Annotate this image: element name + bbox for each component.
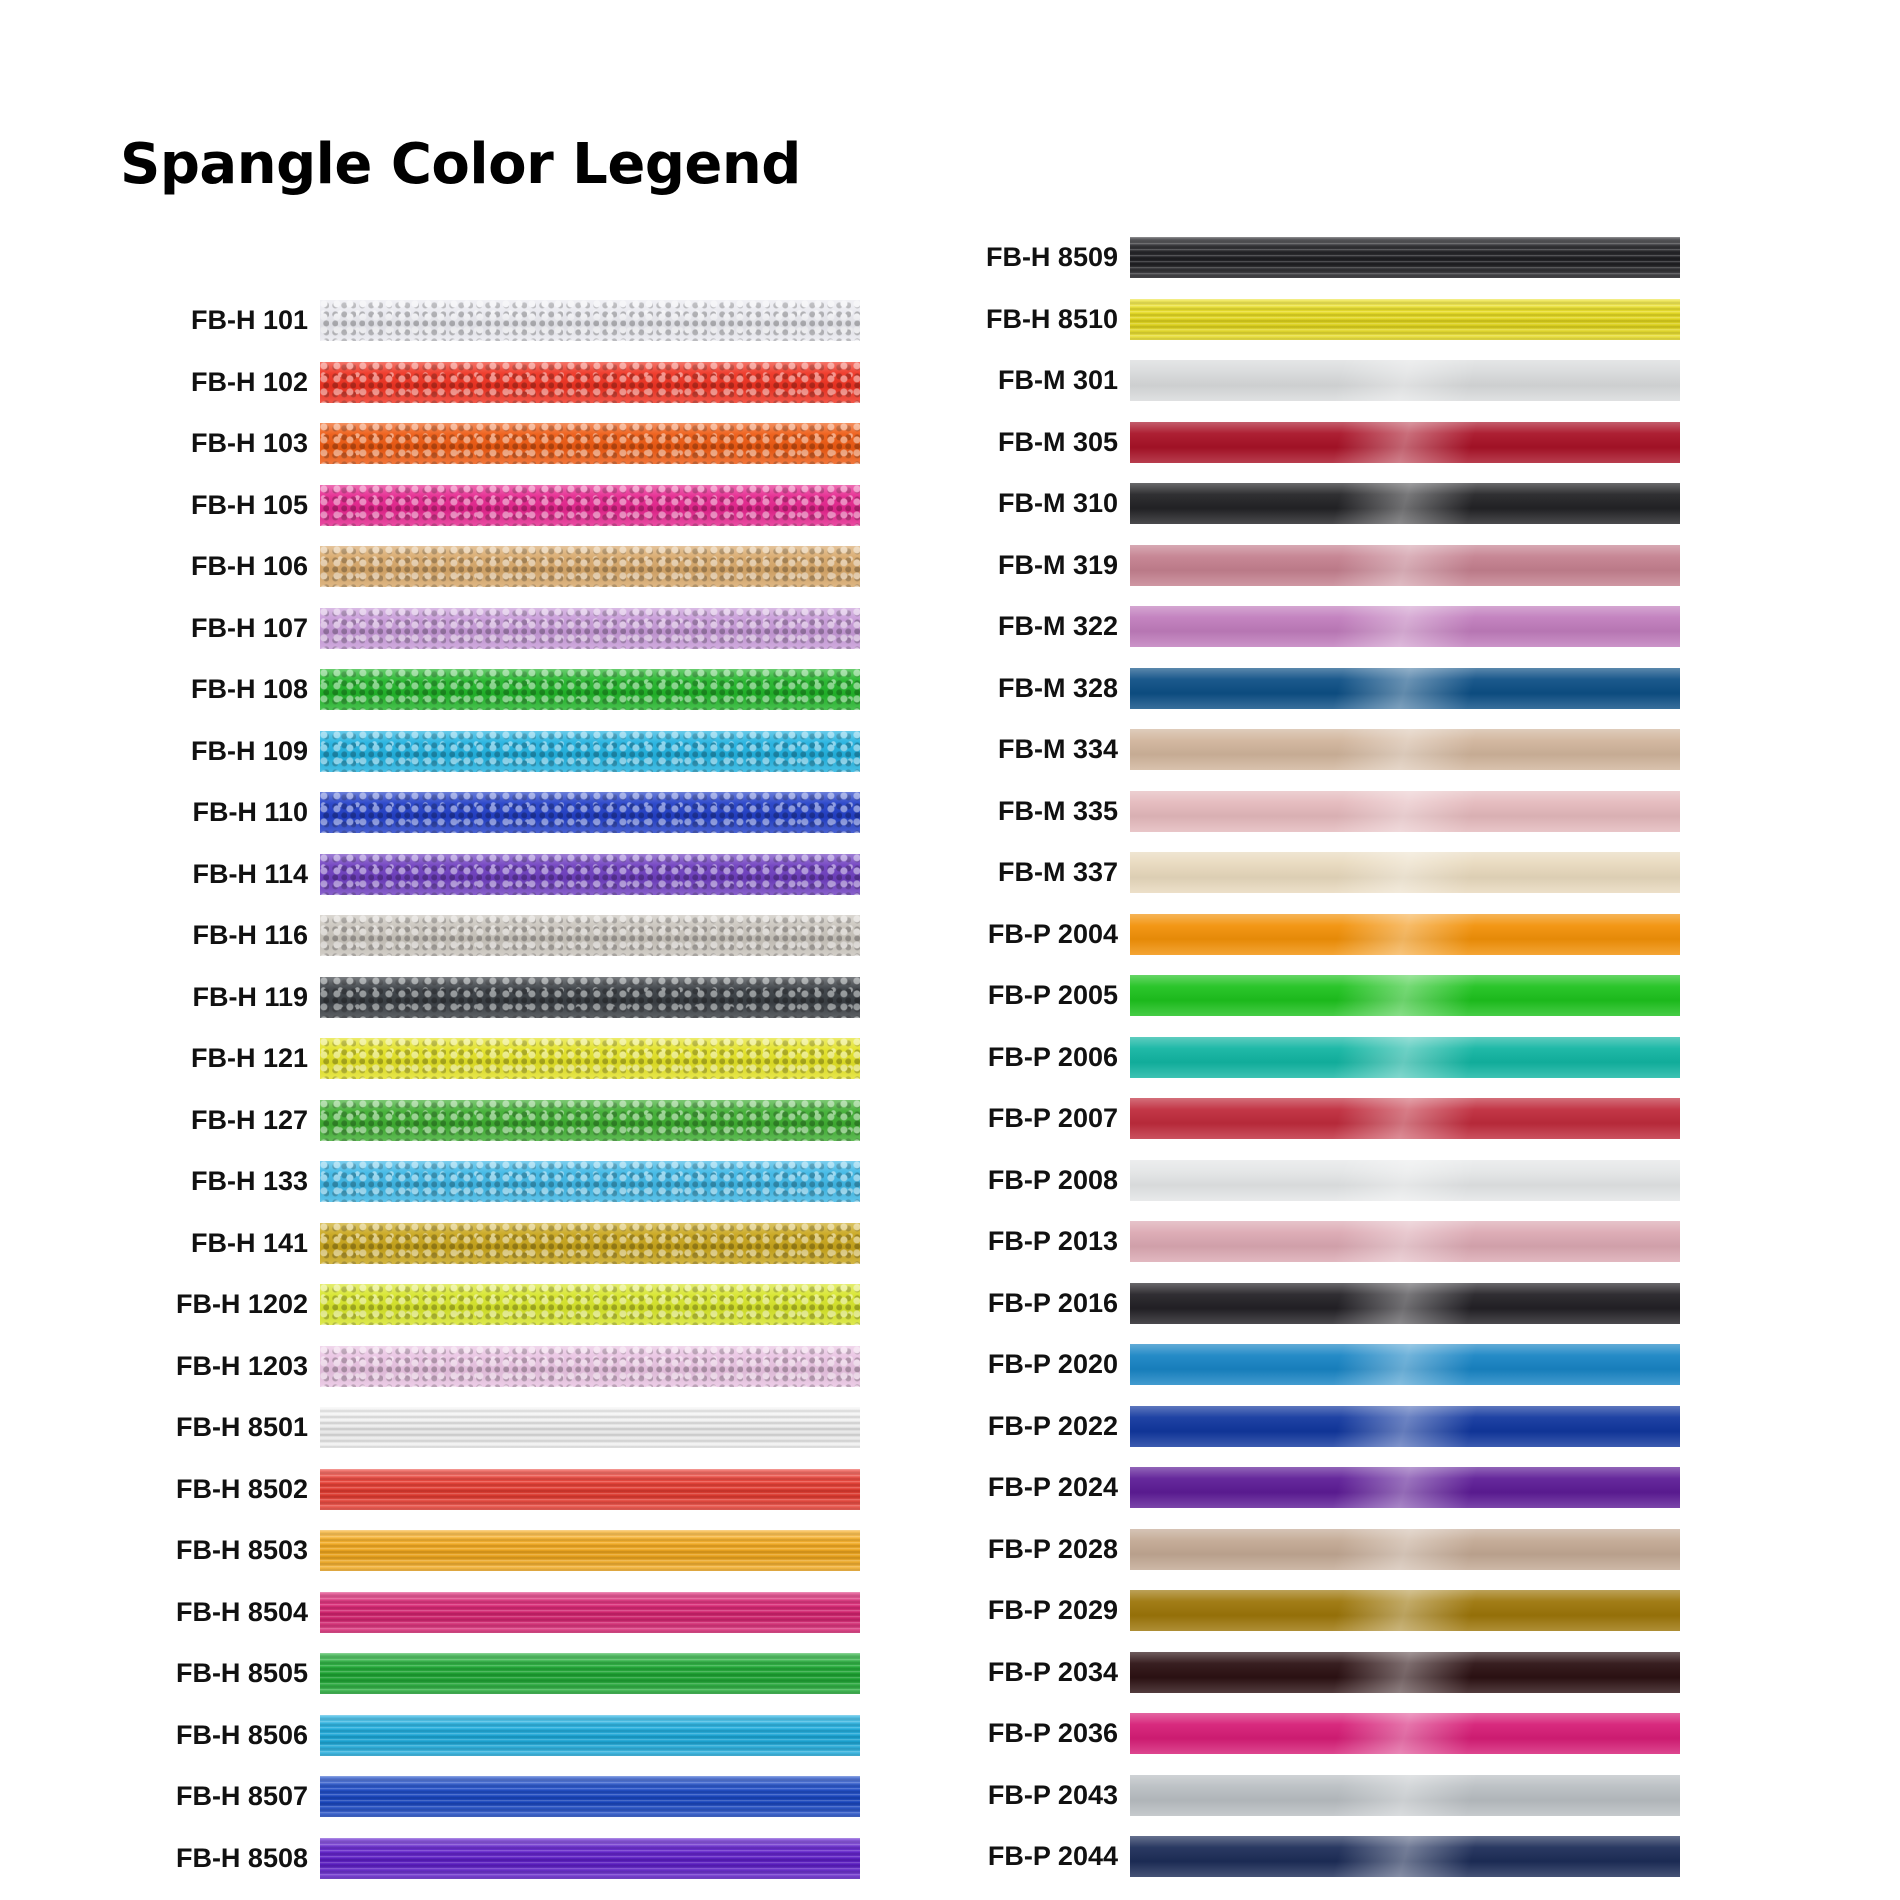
gloss-overlay [320,546,860,587]
color-swatch [1130,791,1680,832]
color-swatch [320,485,860,526]
gloss-overlay [320,915,860,956]
color-swatch [1130,1406,1680,1447]
legend-row [120,1592,860,1633]
legend-row [900,1836,1680,1877]
gloss-overlay [320,1592,860,1633]
sheen-overlay [1130,360,1680,401]
gloss-overlay [320,608,860,649]
gloss-overlay [320,1653,860,1694]
legend-row [120,1469,860,1510]
legend-row [120,731,860,772]
color-swatch [1130,483,1680,524]
color-swatch [320,977,860,1018]
legend-row [900,237,1680,278]
legend-row [900,422,1680,463]
color-swatch [320,792,860,833]
legend-row [900,1344,1680,1385]
color-swatch [1130,1590,1680,1631]
sheen-overlay [1130,545,1680,586]
color-swatch [1130,606,1680,647]
legend-row [120,608,860,649]
sheen-overlay [1130,791,1680,832]
color-code-label: FB-H 121 [190,1043,308,1073]
gloss-overlay [320,1715,860,1756]
color-code-label: FB-H 8507 [175,1781,308,1811]
gloss-overlay [320,854,860,895]
color-code-label: FB-H 8501 [175,1412,308,1442]
legend-row [900,1406,1680,1447]
legend-row [120,1100,860,1141]
color-swatch [1130,852,1680,893]
color-swatch [320,1838,860,1879]
color-swatch [1130,1098,1680,1139]
sheen-overlay [1130,975,1680,1016]
color-code-label: FB-H 119 [192,981,308,1012]
legend-row [120,423,860,464]
color-code-label: FB-M 310 [997,488,1118,518]
color-code-label: FB-H 105 [190,489,308,520]
sheen-overlay [1130,1221,1680,1262]
color-code-label: FB-P 2028 [987,1533,1118,1564]
color-code-label: FB-P 2044 [987,1841,1118,1871]
sheen-overlay [1130,1406,1680,1447]
gloss-overlay [320,1100,860,1141]
color-code-label: FB-P 2020 [987,1349,1118,1379]
sheen-overlay [1130,1652,1680,1693]
sheen-overlay [1130,1529,1680,1570]
color-code-label: FB-H 106 [190,551,308,581]
gloss-overlay [320,1776,860,1817]
color-swatch [320,546,860,587]
sheen-overlay [1130,852,1680,893]
sheen-overlay [1130,422,1680,463]
legend-row [120,1346,860,1387]
legend-row [120,1776,860,1817]
color-code-label: FB-H 8510 [985,303,1118,334]
color-swatch [1130,1775,1680,1816]
color-swatch [320,854,860,895]
legend-row [120,1653,860,1694]
legend-row [120,1038,860,1079]
sheen-overlay [1130,1713,1680,1754]
legend-column-left [120,300,860,1899]
sheen-overlay [1130,1283,1680,1324]
color-code-label: FB-M 337 [997,857,1118,887]
color-code-label: FB-H 114 [192,858,308,889]
color-swatch [320,1223,860,1264]
legend-row [120,1715,860,1756]
sheen-overlay [1130,668,1680,709]
gloss-overlay [320,1838,860,1879]
color-swatch [1130,1529,1680,1570]
color-code-label: FB-P 2024 [987,1472,1118,1502]
color-swatch [320,1776,860,1817]
color-code-label: FB-H 8502 [175,1473,308,1504]
color-code-label: FB-M 305 [997,426,1118,457]
sheen-overlay [1130,1098,1680,1139]
gloss-overlay [320,423,860,464]
legend-row [120,362,860,403]
color-swatch [1130,1160,1680,1201]
color-swatch [320,1715,860,1756]
legend-row [120,854,860,895]
color-swatch [1130,668,1680,709]
color-code-label: FB-H 8509 [985,242,1118,272]
legend-row [120,485,860,526]
color-code-label: FB-H 108 [190,674,308,704]
color-swatch [320,1653,860,1694]
gloss-overlay [320,731,860,772]
color-swatch [320,300,860,341]
page-title: Spangle Color Legend [120,132,801,197]
color-swatch [320,1530,860,1571]
color-swatch [320,608,860,649]
legend-row [900,1529,1680,1570]
sheen-overlay [1130,1160,1680,1201]
color-swatch [1130,729,1680,770]
legend-row [120,915,860,956]
sheen-overlay [1130,1467,1680,1508]
color-code-label: FB-H 8504 [175,1596,308,1627]
legend-row [900,1590,1680,1631]
color-code-label: FB-P 2004 [987,918,1118,949]
gloss-overlay [1130,299,1680,340]
color-swatch [320,1284,860,1325]
legend-row [900,1775,1680,1816]
gloss-overlay [320,1407,860,1448]
color-code-label: FB-H 8505 [175,1658,308,1688]
color-swatch [320,731,860,772]
gloss-overlay [320,1284,860,1325]
color-code-label: FB-P 2029 [987,1595,1118,1625]
gloss-overlay [320,1223,860,1264]
legend-row [900,852,1680,893]
color-code-label: FB-H 107 [190,612,308,643]
color-swatch [320,915,860,956]
color-code-label: FB-P 2036 [987,1718,1118,1748]
color-swatch [1130,1713,1680,1754]
sheen-overlay [1130,914,1680,955]
gloss-overlay [320,1346,860,1387]
color-code-label: FB-P 2013 [987,1226,1118,1256]
legend-row [120,300,860,341]
color-code-label: FB-H 1202 [175,1289,308,1319]
gloss-overlay [320,1530,860,1571]
color-code-label: FB-H 102 [190,366,308,397]
color-code-label: FB-H 109 [190,735,308,766]
color-swatch [1130,1344,1680,1385]
color-swatch [320,423,860,464]
color-swatch [1130,914,1680,955]
color-code-label: FB-P 2022 [987,1410,1118,1441]
sheen-overlay [1130,1037,1680,1078]
color-code-label: FB-P 2008 [987,1164,1118,1195]
legend-row [900,729,1680,770]
color-swatch [1130,1037,1680,1078]
gloss-overlay [320,362,860,403]
sheen-overlay [1130,1590,1680,1631]
color-code-label: FB-H 103 [190,428,308,458]
color-code-label: FB-H 8506 [175,1719,308,1750]
legend-row [120,977,860,1018]
color-code-label: FB-P 2007 [987,1103,1118,1133]
color-swatch [320,1038,860,1079]
gloss-overlay [320,669,860,710]
legend-row [120,546,860,587]
gloss-overlay [320,485,860,526]
sheen-overlay [1130,1344,1680,1385]
color-swatch [1130,975,1680,1016]
legend-row [900,1037,1680,1078]
legend-row [900,545,1680,586]
color-swatch [1130,1283,1680,1324]
legend-row [900,360,1680,401]
color-code-label: FB-H 101 [190,305,308,335]
legend-row [120,669,860,710]
legend-row [900,483,1680,524]
legend-row [900,606,1680,647]
color-code-label: FB-P 2043 [987,1779,1118,1810]
legend-row [120,1223,860,1264]
gloss-overlay [320,1469,860,1510]
color-code-label: FB-P 2006 [987,1041,1118,1072]
color-code-label: FB-P 2034 [987,1656,1118,1687]
color-swatch [1130,360,1680,401]
color-swatch [1130,1652,1680,1693]
color-code-label: FB-H 116 [192,920,308,950]
legend-row [900,1283,1680,1324]
color-swatch [320,362,860,403]
legend-row [900,1160,1680,1201]
legend-row [120,1838,860,1879]
color-code-label: FB-H 8508 [175,1842,308,1873]
color-code-label: FB-H 8503 [175,1535,308,1565]
sheen-overlay [1130,1836,1680,1877]
color-swatch [320,1592,860,1633]
color-swatch [1130,1221,1680,1262]
legend-row [120,1530,860,1571]
legend-column-right [900,237,1680,1898]
gloss-overlay [320,1038,860,1079]
gloss-overlay [320,792,860,833]
color-code-label: FB-H 141 [190,1227,308,1258]
legend-row [120,792,860,833]
legend-row [900,1713,1680,1754]
color-swatch [1130,237,1680,278]
color-swatch [320,1346,860,1387]
legend-row [900,299,1680,340]
gloss-overlay [320,1161,860,1202]
color-code-label: FB-M 335 [997,795,1118,826]
color-code-label: FB-M 328 [997,672,1118,703]
legend-row [120,1407,860,1448]
color-swatch [320,1100,860,1141]
legend-row [900,1098,1680,1139]
gloss-overlay [320,300,860,341]
legend-row [900,1467,1680,1508]
legend-row [900,668,1680,709]
gloss-overlay [1130,237,1680,278]
color-swatch [1130,299,1680,340]
color-code-label: FB-H 1203 [175,1350,308,1381]
color-code-label: FB-H 133 [190,1166,308,1196]
color-swatch [320,669,860,710]
color-code-label: FB-M 319 [997,549,1118,580]
color-swatch [1130,1467,1680,1508]
sheen-overlay [1130,606,1680,647]
legend-row [120,1284,860,1325]
legend-row [900,1221,1680,1262]
legend-row [900,914,1680,955]
color-code-label: FB-P 2016 [987,1287,1118,1318]
color-swatch [1130,1836,1680,1877]
legend-row [120,1161,860,1202]
color-swatch [1130,422,1680,463]
color-code-label: FB-H 127 [190,1104,308,1135]
color-code-label: FB-P 2005 [987,980,1118,1010]
legend-row [900,975,1680,1016]
sheen-overlay [1130,1775,1680,1816]
color-code-label: FB-M 301 [997,365,1118,395]
color-code-label: FB-M 334 [997,734,1118,764]
color-swatch [320,1161,860,1202]
gloss-overlay [320,977,860,1018]
sheen-overlay [1130,483,1680,524]
legend-row [900,791,1680,832]
color-code-label: FB-M 322 [997,611,1118,641]
color-code-label: FB-H 110 [192,797,308,827]
color-swatch [320,1469,860,1510]
color-swatch [1130,545,1680,586]
sheen-overlay [1130,729,1680,770]
color-swatch [320,1407,860,1448]
legend-row [900,1652,1680,1693]
